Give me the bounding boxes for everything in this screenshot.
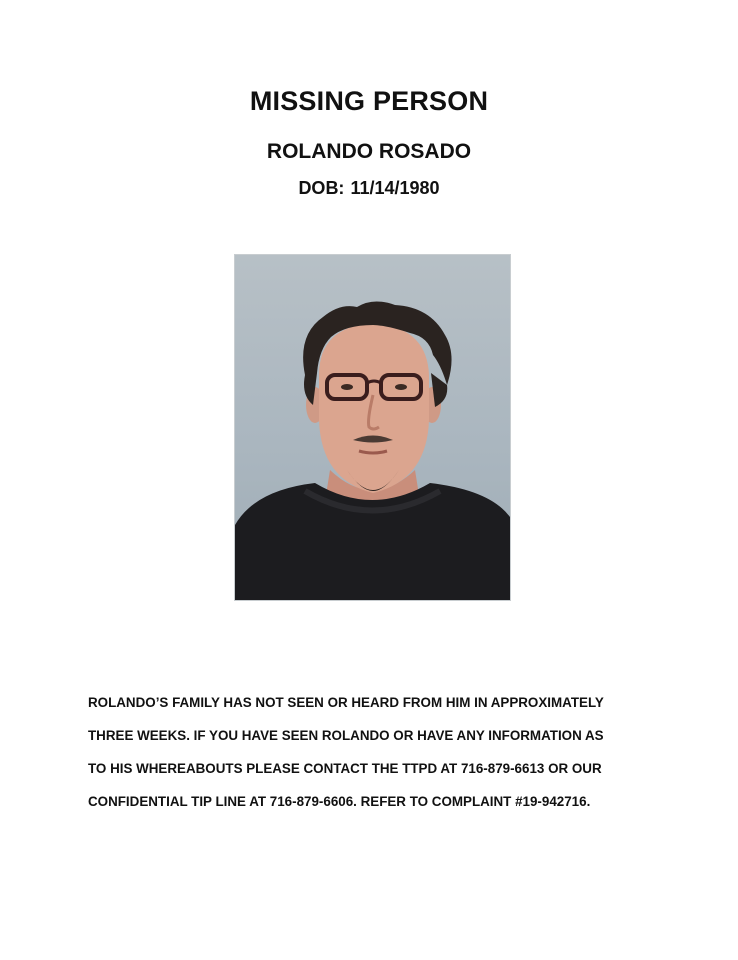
description-line: THREE WEEKS. IF YOU HAVE SEEN ROLANDO OR HAVE ANY INFORMATION AS (88, 728, 604, 743)
description-line: TO HIS WHEREABOUTS PLEASE CONTACT THE TTPD AT 716-879-6613 OR OUR (88, 761, 602, 776)
description-line: ROLANDO’S FAMILY HAS NOT SEEN OR HEARD FROM HIM IN APPROXIMATELY (88, 695, 604, 710)
poster-title: MISSING PERSON (249, 86, 489, 116)
description (88, 686, 668, 818)
person-photo (235, 255, 510, 600)
person-name: ROLANDO ROSADO (266, 140, 472, 163)
date-of-birth (0, 178, 738, 199)
dob-label: DOB: (298, 178, 345, 198)
description-line: CONFIDENTIAL TIP LINE AT 716-879-6606. REFER TO COMPLAINT #19-942716. (88, 794, 591, 809)
dob-value: 11/14/1980 (350, 178, 440, 198)
